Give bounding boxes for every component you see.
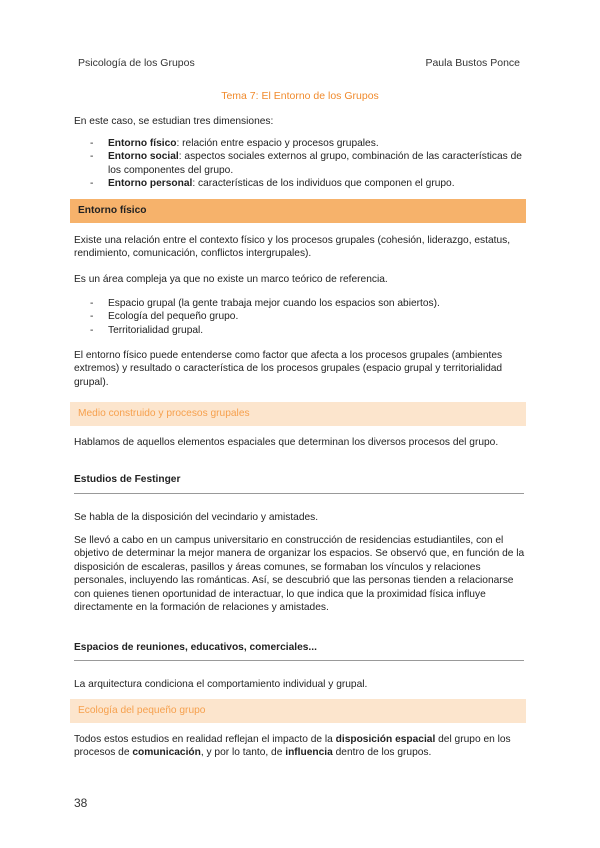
- section-heading-text: Ecología del pequeño grupo: [78, 705, 206, 716]
- paragraph: Se habla de la disposición del vecindario y amistades.: [74, 512, 319, 523]
- emphasis: comunicación: [132, 747, 201, 759]
- dimension-desc: : características de los individuos que componen el grupo.: [192, 178, 455, 190]
- dimension-term: Entorno social: [108, 151, 179, 163]
- subheading-festinger: Estudios de Festinger: [74, 474, 181, 485]
- list-item: - Ecología del pequeño grupo.: [74, 310, 530, 323]
- section-heading-medio-construido: [70, 402, 526, 426]
- page-title: Tema 7: El Entorno de los Grupos: [221, 90, 379, 102]
- dimension-desc: : relación entre espacio y procesos grupales.: [176, 138, 379, 149]
- page-number: 38: [74, 796, 88, 810]
- emphasis: disposición espacial: [335, 734, 436, 745]
- list-item: [74, 177, 530, 190]
- text-run: dentro de los grupos.: [332, 747, 432, 759]
- paragraph: La arquitectura condiciona el comportamiento individual y grupal.: [74, 679, 368, 690]
- paragraph-ecologia: [74, 733, 530, 760]
- text-run: del grupo en los procesos de: [74, 734, 511, 759]
- dimensions-list: [74, 137, 530, 191]
- paragraph: Se llevó a cabo en un campus universitario en construcción de residencias estudiantiles, con el objetivo de determinar la mejor manera de organizar los espacios. Se observó que, en función de la disposición de escaleras, pasillos y áreas comunes, se formaban los vínculos y relaciones personales, incluyendo las románticas. Así, se descubrió que las personas tienden a relacionarse con quienes tienen oportunidad de interactuar, lo que indica que la proximidad física influye directamente en la formación de relaciones y amistades.: [74, 535, 525, 614]
- physical-list: [74, 297, 530, 337]
- text-run: Todos estos estudios en realidad reflejan el impacto de la: [74, 734, 336, 745]
- paragraph: El entorno físico puede entenderse como factor que afecta a los procesos grupales (ambientes extremos) y resultado o característica de los procesos grupales (espacio grupal y territorialidad grupal).: [74, 350, 503, 388]
- paragraph: Hablamos de aquellos elementos espaciales que determinan los diversos procesos del grupo.: [74, 437, 499, 448]
- dimension-desc: : aspectos sociales externos al grupo, combinación de las características de los componentes del grupo.: [108, 151, 522, 176]
- paragraph: Es un área compleja ya que no existe un marco teórico de referencia.: [74, 274, 388, 285]
- dimension-term: Entorno físico: [108, 138, 177, 149]
- paragraph: Existe una relación entre el contexto físico y los procesos grupales (cohesión, liderazgo, estatus, rendimiento, comunicación, conflictos intergrupales).: [74, 235, 511, 260]
- subheading-espacios: Espacios de reuniones, educativos, comerciales...: [74, 642, 317, 653]
- list-item: [74, 150, 530, 177]
- divider: [74, 493, 524, 494]
- emphasis: influencia: [285, 747, 333, 759]
- section-heading-text: Medio construido y procesos grupales: [78, 408, 250, 419]
- list-item: - Territorialidad grupal.: [74, 324, 530, 337]
- list-item: [74, 137, 530, 150]
- intro-text: En este caso, se estudian tres dimensiones:: [74, 116, 274, 127]
- section-heading-text: Entorno físico: [78, 205, 147, 216]
- dimension-term: Entorno personal: [108, 178, 193, 190]
- text-run: , y por lo tanto, de: [200, 747, 286, 759]
- section-heading-ecologia: [70, 699, 526, 723]
- list-item: - Espacio grupal (la gente trabaja mejor cuando los espacios son abiertos).: [74, 297, 530, 310]
- header-course: Psicología de los Grupos: [78, 57, 195, 69]
- section-heading-entorno-fisico: [70, 199, 526, 223]
- header-author: Paula Bustos Ponce: [425, 57, 520, 69]
- divider: [74, 660, 524, 661]
